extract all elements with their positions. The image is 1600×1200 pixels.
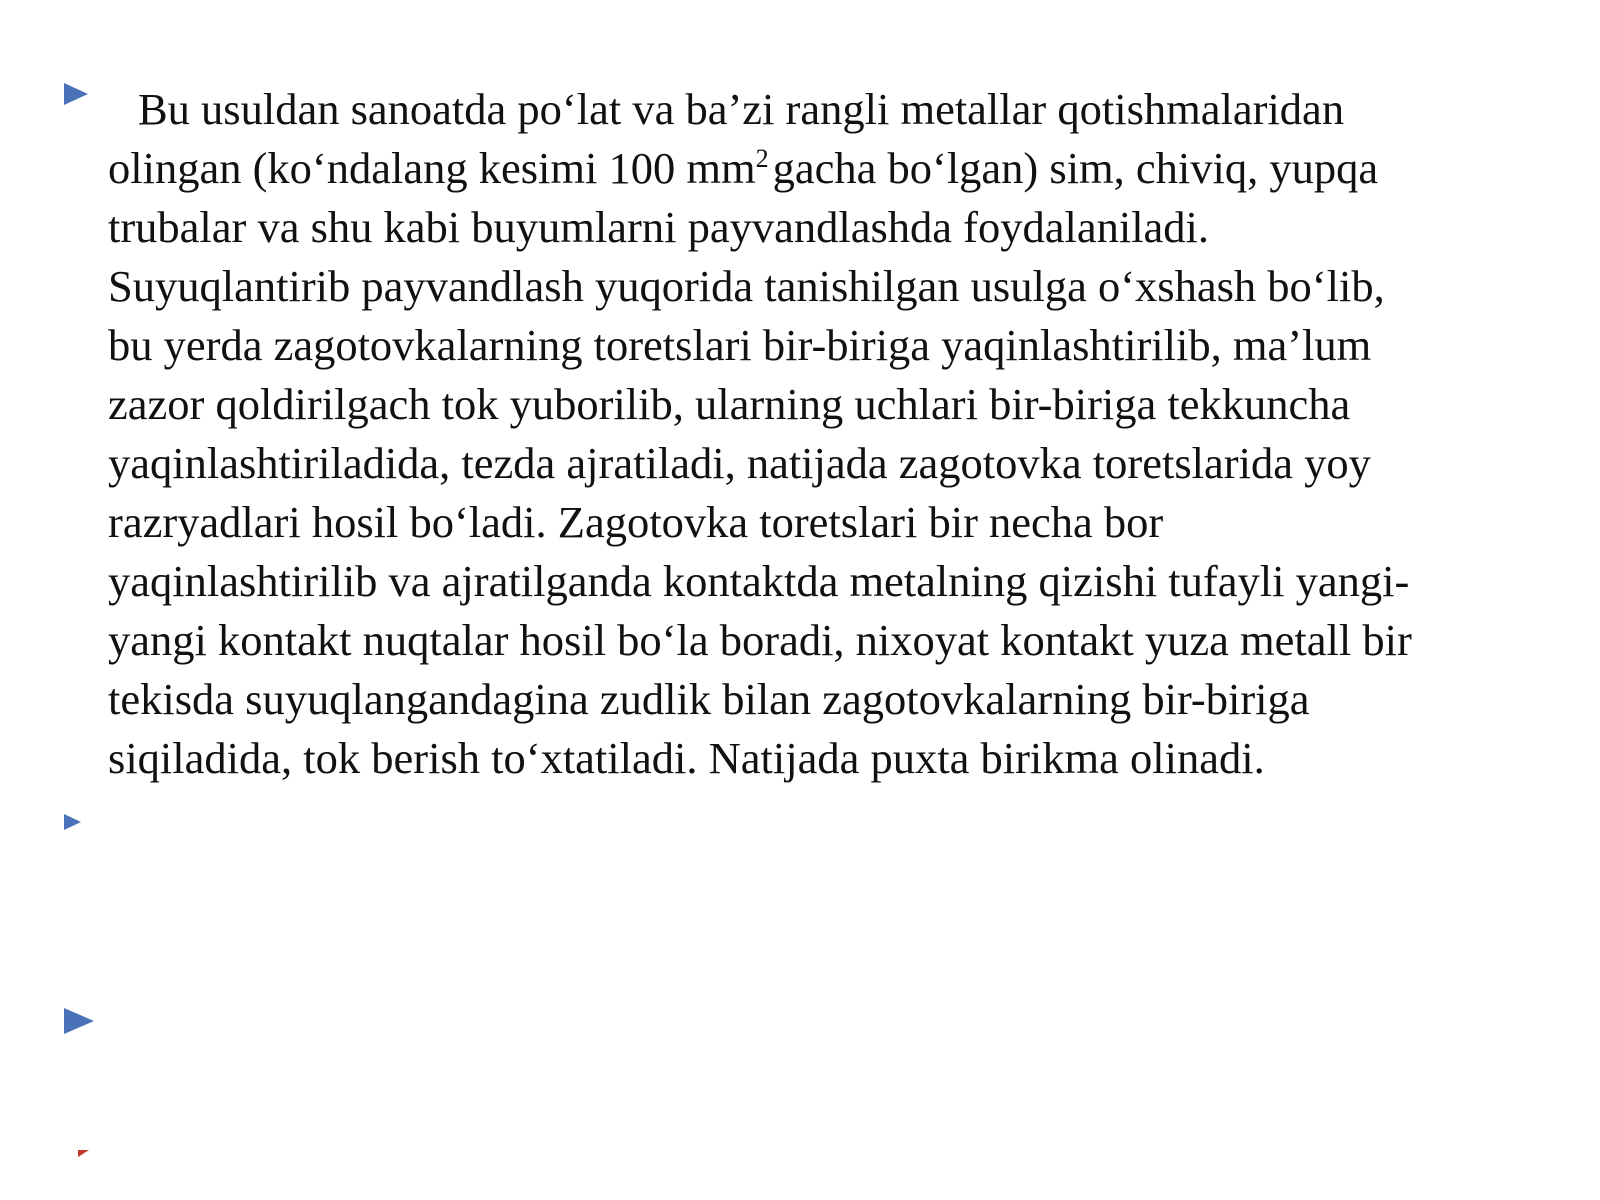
line-text: gacha bo‘lgan) sim, chiviq, yupqa xyxy=(772,143,1379,193)
triangle-bullet-icon xyxy=(64,83,88,105)
paragraph-line: Suyuqlantirib payvandlash yuqorida tanishilgan usulga o‘xshash bo‘lib, xyxy=(108,261,1385,311)
paragraph-line: razryadlari hosil bo‘ladi. Zagotovka toretslari bir necha bor xyxy=(108,497,1164,547)
triangle-bullet-icon xyxy=(78,1150,89,1157)
paragraph-line: yaqinlashtiriladida, tezda ajratiladi, natijada zagotovka toretslarida yoy xyxy=(108,438,1371,488)
body-paragraph xyxy=(108,80,1568,788)
paragraph-line: yangi kontakt nuqtalar hosil bo‘la boradi, nixoyat kontakt yuza metall bir xyxy=(108,615,1412,665)
superscript: 2 xyxy=(755,144,769,173)
paragraph-line: trubalar va shu kabi buyumlarni payvandlashda foydalaniladi. xyxy=(108,202,1210,252)
paragraph-line xyxy=(108,139,1568,198)
paragraph-line: tekisda suyuqlangandagina zudlik bilan zagotovkalarning bir-biriga xyxy=(108,674,1310,724)
paragraph-line: yaqinlashtirilib va ajratilganda kontaktda metalning qizishi tufayli yangi- xyxy=(108,556,1410,606)
paragraph-line: zazor qoldirilgach tok yuborilib, ularning uchlari bir-biriga tekkuncha xyxy=(108,379,1351,429)
paragraph-line: bu yerda zagotovkalarning toretslari bir-biriga yaqinlashtirilib, ma’lum xyxy=(108,320,1372,370)
line-text: olingan (ko‘ndalang kesimi 100 mm xyxy=(108,143,756,193)
triangle-bullet-icon xyxy=(64,814,81,830)
triangle-bullet-icon xyxy=(64,1008,94,1034)
paragraph-line: Bu usuldan sanoatda po‘lat va ba’zi rangli metallar qotishmalaridan xyxy=(138,84,1345,134)
paragraph-line: siqiladida, tok berish to‘xtatiladi. Natijada puxta birikma olinadi. xyxy=(108,733,1265,783)
